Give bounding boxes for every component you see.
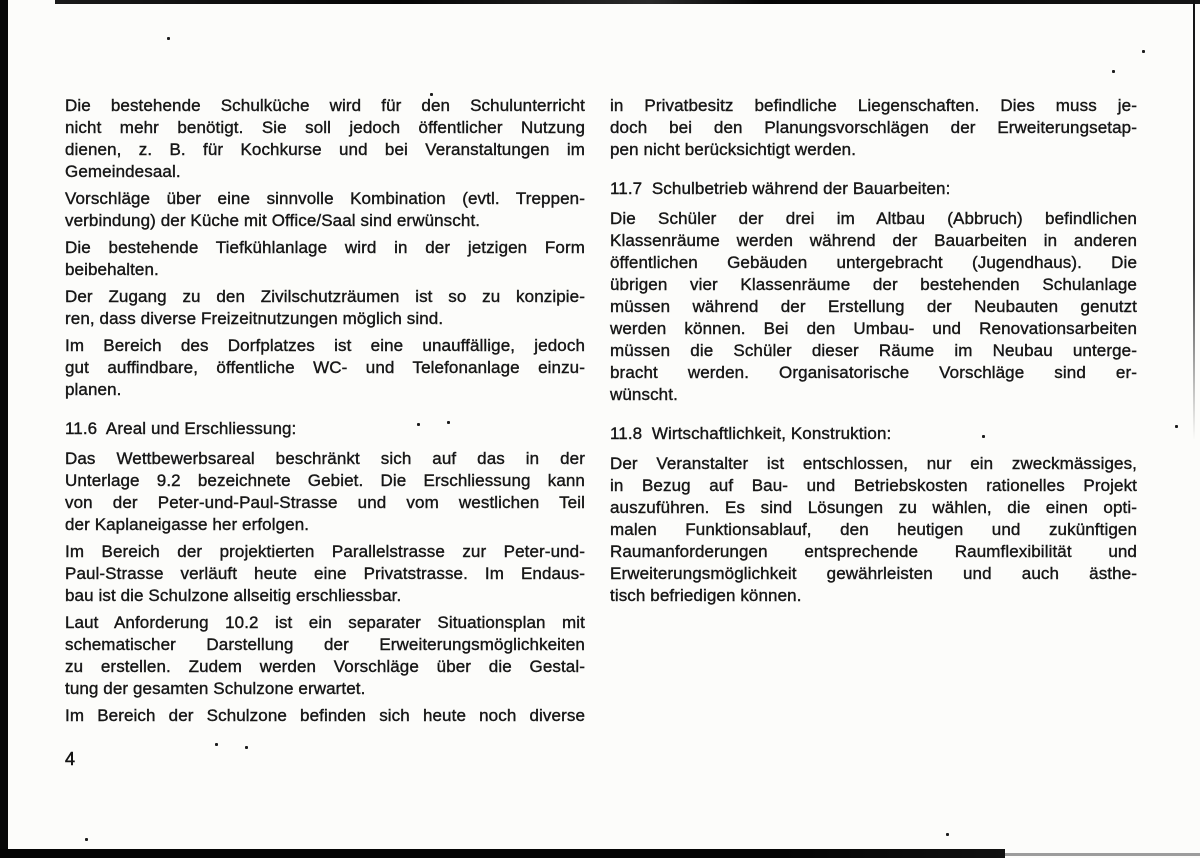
scan-speck xyxy=(1112,70,1115,73)
scan-speck xyxy=(245,746,248,749)
scan-speck xyxy=(1142,50,1145,53)
text-line: Das Wettbewerbsareal beschränkt sich auf das in der xyxy=(65,449,585,468)
text-line: malen Funktionsablauf, den heutigen und zukünftigen xyxy=(610,520,1137,539)
text-line: Klassenräume werden während der Bauarbeiten in anderen xyxy=(610,231,1137,250)
section-heading xyxy=(65,418,585,440)
scan-edge-bottom xyxy=(0,849,1005,858)
text-line: Im Bereich der Schulzone befinden sich heute noch diverse xyxy=(65,706,585,725)
text-line: Die bestehende Tiefkühlanlage wird in der jetzigen Form xyxy=(65,238,585,257)
paragraph xyxy=(65,541,585,607)
text-line: Der Zugang zu den Zivilschutzräumen ist so zu konzipie- xyxy=(65,287,585,306)
text-line: tung der gesamten Schulzone erwartet. xyxy=(65,679,366,698)
text-line: übrigen vier Klassenräume der bestehenden Schulanlage xyxy=(610,275,1137,294)
scan-speck xyxy=(85,838,88,841)
text-line: gut auffindbare, öffentliche WC- und Telefonanlage einzu- xyxy=(65,358,585,377)
section-heading xyxy=(610,423,1137,445)
text-line: Die bestehende Schulküche wird für den Schulunterricht xyxy=(65,96,585,115)
paragraph xyxy=(65,95,585,183)
scan-speck xyxy=(1175,425,1178,428)
text-line: von der Peter-und-Paul-Strasse und vom westlichen Teil xyxy=(65,493,585,512)
scan-edge-bottom-fade xyxy=(1005,853,1200,856)
text-line: Die Schüler der drei im Altbau (Abbruch) befindlichen xyxy=(610,209,1137,228)
text-line: bau ist die Schulzone allseitig erschliessbar. xyxy=(65,586,402,605)
text-line: Paul-Strasse verläuft heute eine Privatstrasse. Im Endaus- xyxy=(65,564,585,583)
paragraph xyxy=(65,612,585,700)
text-line: Laut Anforderung 10.2 ist ein separater Situationsplan mit xyxy=(65,613,585,632)
page-number: 4 xyxy=(65,749,76,769)
text-line: 11.6 Areal und Erschliessung: xyxy=(65,419,297,438)
text-line: Im Bereich der projektierten Parallelstrasse zur Peter-und- xyxy=(65,542,585,561)
paragraph xyxy=(65,335,585,401)
text-line: werden können. Bei den Umbau- und Renovationsarbeiten xyxy=(610,319,1137,338)
text-line: wünscht. xyxy=(610,385,678,404)
text-line: öffentlichen Gebäuden untergebracht (Jugendhaus). Die xyxy=(610,253,1137,272)
paragraph xyxy=(65,286,585,330)
right-column xyxy=(610,95,1137,612)
section-heading xyxy=(610,178,1137,200)
paragraph xyxy=(610,453,1137,607)
text-line: 11.8 Wirtschaftlichkeit, Konstruktion: xyxy=(610,424,892,443)
text-line: Gemeindesaal. xyxy=(65,162,181,181)
text-line: zu erstellen. Zudem werden Vorschläge über die Gestal- xyxy=(65,657,585,676)
paragraph xyxy=(65,188,585,232)
left-column xyxy=(65,95,585,732)
text-line: beibehalten. xyxy=(65,260,159,279)
scan-speck xyxy=(215,743,218,746)
scan-edge-left xyxy=(0,0,8,858)
text-line: in Privatbesitz befindliche Liegenschaften. Dies muss je- xyxy=(610,96,1137,115)
text-line: planen. xyxy=(65,380,122,399)
scan-speck xyxy=(167,37,170,40)
text-line: Raumanforderungen entsprechende Raumflexibilität und xyxy=(610,542,1137,561)
text-line: nicht mehr benötigt. Sie soll jedoch öffentlicher Nutzung xyxy=(65,118,585,137)
text-line: müssen die Schüler dieser Räume im Neubau unterge- xyxy=(610,341,1137,360)
text-line: tisch befriedigen können. xyxy=(610,586,802,605)
paragraph xyxy=(65,705,585,727)
paragraph xyxy=(610,95,1137,161)
paragraph xyxy=(610,208,1137,406)
scan-edge-top xyxy=(55,0,1200,4)
text-line: Im Bereich des Dorfplatzes ist eine unauffällige, jedoch xyxy=(65,336,585,355)
text-line: pen nicht berücksichtigt werden. xyxy=(610,140,857,159)
scan-speck xyxy=(946,833,949,836)
text-line: Unterlage 9.2 bezeichnete Gebiet. Die Erschliessung kann xyxy=(65,471,585,490)
text-line: Erweiterungsmöglichkeit gewährleisten und auch ästhe- xyxy=(610,564,1137,583)
text-line: dienen, z. B. für Kochkurse und bei Veranstaltungen im xyxy=(65,140,585,159)
text-line: Der Veranstalter ist entschlossen, nur ein zweckmässiges, xyxy=(610,454,1137,473)
text-line: verbindung) der Küche mit Office/Saal sind erwünscht. xyxy=(65,211,481,230)
text-line: der Kaplaneigasse her erfolgen. xyxy=(65,515,310,534)
text-line: 11.7 Schulbetrieb während der Bauarbeiten: xyxy=(610,179,951,198)
text-line: bracht werden. Organisatorische Vorschläge sind er- xyxy=(610,363,1137,382)
text-line: ren, dass diverse Freizeitnutzungen möglich sind. xyxy=(65,309,444,328)
text-line: auszuführen. Es sind Lösungen zu wählen, die einen opti- xyxy=(610,498,1137,517)
paragraph xyxy=(65,448,585,536)
text-line: müssen während der Erstellung der Neubauten genutzt xyxy=(610,297,1137,316)
text-line: in Bezug auf Bau- und Betriebskosten rationelles Projekt xyxy=(610,476,1137,495)
scan-edge-right-line xyxy=(1193,0,1195,440)
paragraph xyxy=(65,237,585,281)
text-line: schematischer Darstellung der Erweiterungsmöglichkeiten xyxy=(65,635,585,654)
text-line: Vorschläge über eine sinnvolle Kombination (evtl. Treppen- xyxy=(65,189,585,208)
text-line: doch bei den Planungsvorschlägen der Erweiterungsetap- xyxy=(610,118,1137,137)
